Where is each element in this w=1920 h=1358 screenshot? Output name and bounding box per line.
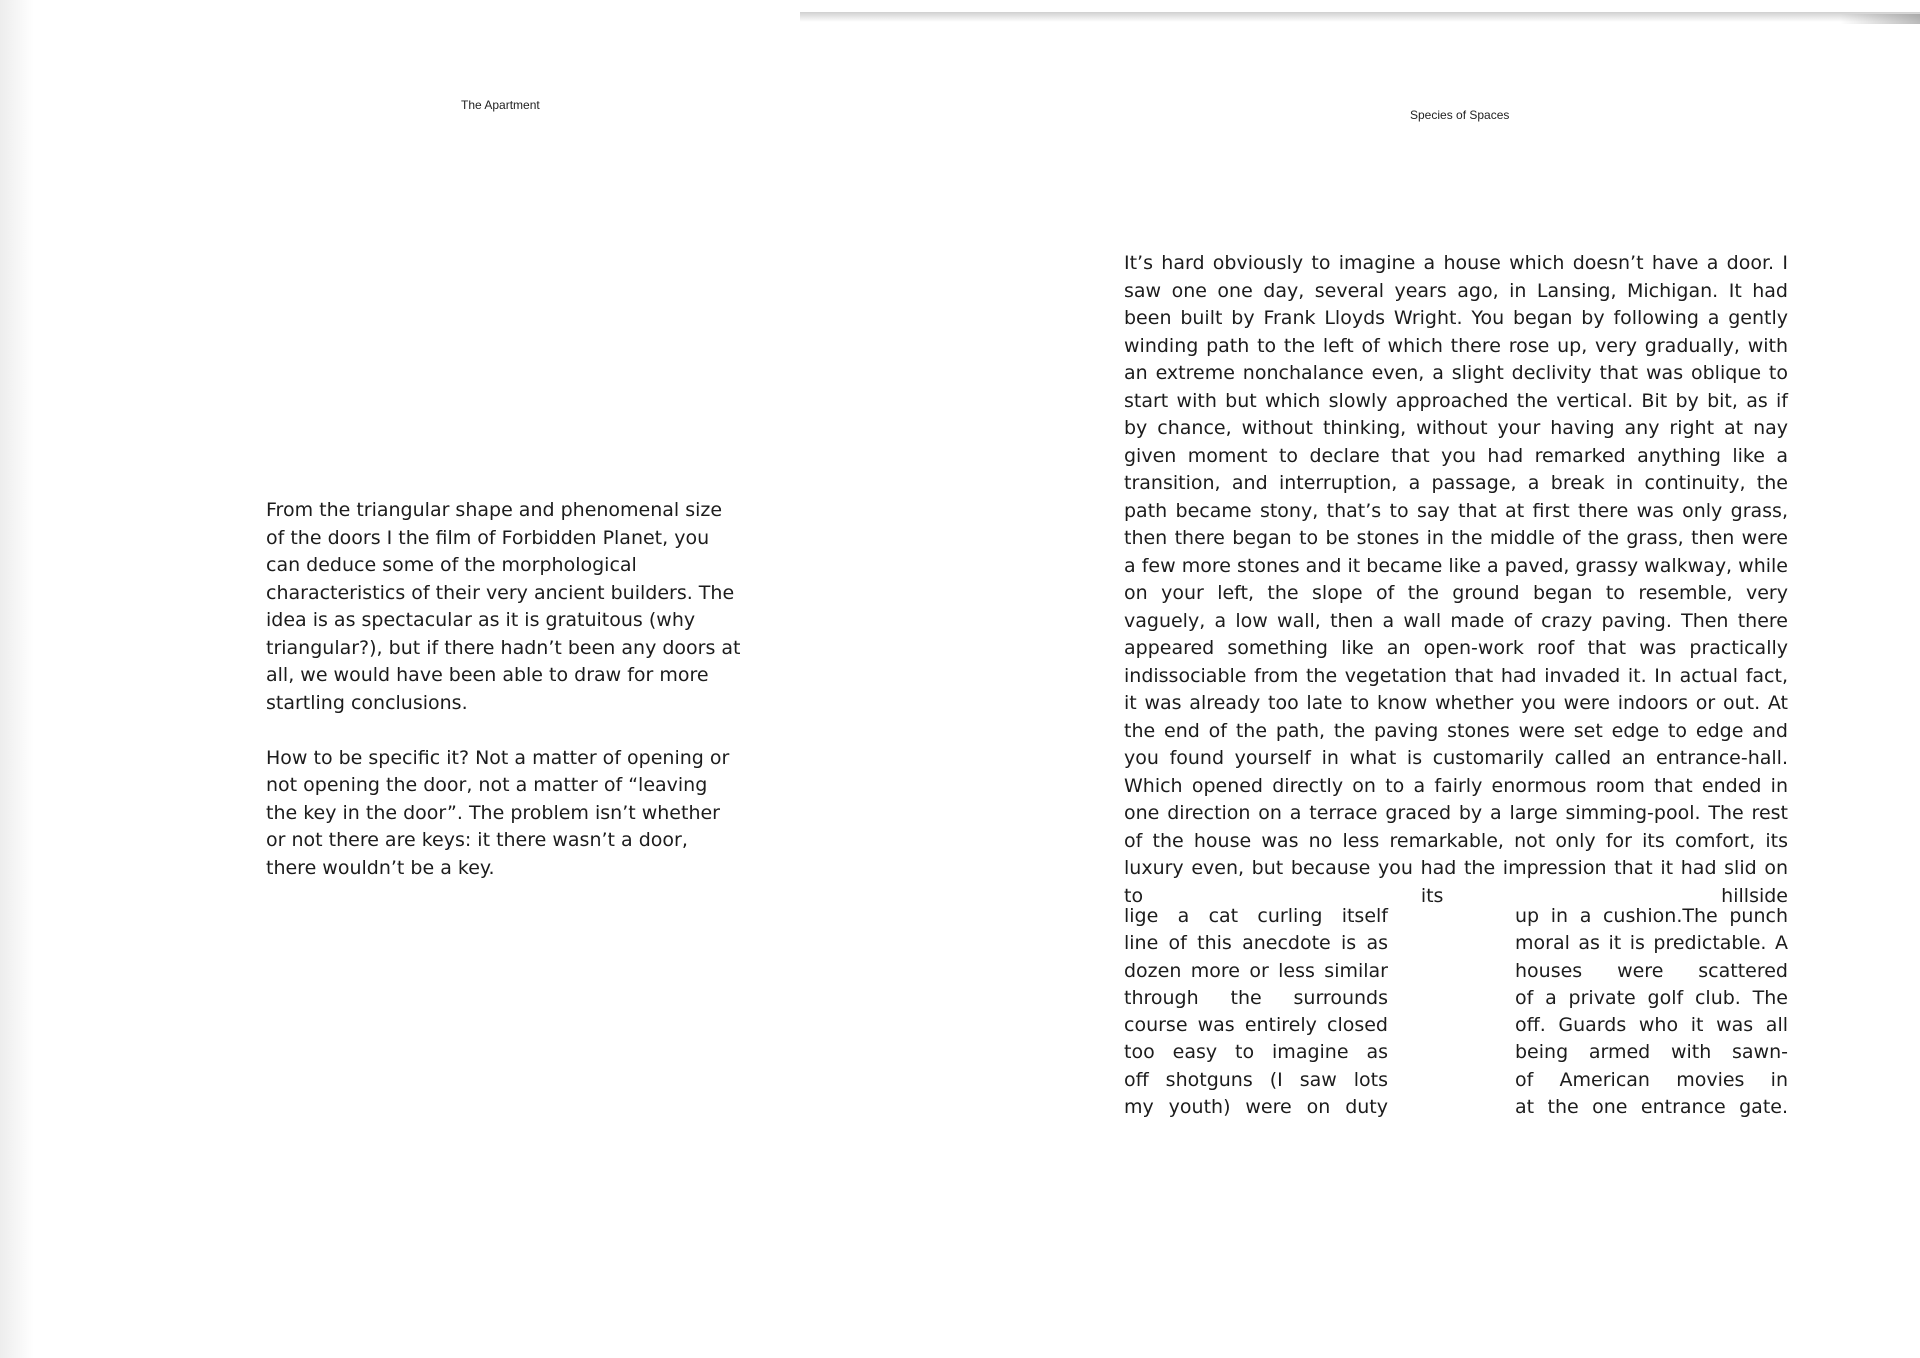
left-running-head: The Apartment: [461, 98, 540, 112]
column-line: my youth) were on duty: [1124, 1096, 1388, 1119]
right-page-column-left: [1124, 903, 1388, 1121]
page-gutter-shadow: [0, 0, 34, 1358]
scan-corner-shadow: [1840, 14, 1920, 24]
right-running-head: Species of Spaces: [1410, 108, 1510, 122]
left-paragraph-2: How to be specific it? Not a matter of opening or not opening the door, not a matter of “leaving the key in the door”. The problem isn’t whether or not there are keys: it there wasn’t a door, there wouldn’t be a key.: [266, 746, 730, 879]
column-line: course was entirely closed: [1124, 1014, 1388, 1037]
column-line: of a private golf club. The: [1515, 986, 1788, 1009]
column-line: line of this anecdote is as: [1124, 932, 1388, 955]
column-line: through the surrounds: [1124, 986, 1388, 1009]
right-page-body: [1124, 250, 1788, 910]
left-paragraph-1: From the triangular shape and phenomenal size of the doors I the film of Forbidden Planet, you can deduce some of the morphological characteristics of their very ancient builders. The idea is as spectacular as it is gratuitous (why triangular?), but if there hadn’t been any doors at all, we would have been able to draw for more startling conclusions.: [266, 499, 741, 714]
column-line: moral as it is predictable. A: [1515, 932, 1788, 955]
column-line: of American movies in: [1515, 1068, 1788, 1091]
right-page-column-right: [1515, 903, 1788, 1121]
column-line: too easy to imagine as: [1124, 1041, 1388, 1064]
column-line: dozen more or less similar: [1124, 959, 1388, 982]
scan-edge-shadow: [800, 12, 1920, 22]
column-line: lige a cat curling itself: [1124, 905, 1388, 927]
column-line: off shotguns (I saw lots: [1124, 1068, 1388, 1091]
column-line: up in a cushion.The punch: [1515, 905, 1788, 927]
column-line: houses were scattered: [1515, 959, 1788, 982]
column-line: off. Guards who it was all: [1515, 1014, 1788, 1037]
column-line: being armed with sawn-: [1515, 1041, 1788, 1064]
left-page-body: [266, 497, 742, 910]
column-line: at the one entrance gate.: [1515, 1096, 1788, 1119]
right-paragraph: It’s hard obviously to imagine a house which doesn’t have a door. I saw one one day, several years ago, in Lansing, Michigan. It had been built by Frank Lloyds Wright. You began by following a gently winding path to the left of which there rose up, very gradually, with an extreme nonchalance even, a slight declivity that was oblique to start with but which slowly approached the vertical. Bit by bit, as if by chance, without thinking, without your having any right at nay given moment to declare that you had remarked anything like a transition, and interruption, a passage, a break in continuity, the path became stony, that’s to say that at first there was only grass, then there began to be stones in the middle of the grass, then were a few more stones and it became like a paved, grassy walkway, while on your left, the slope of the ground began to resemble, very vaguely, a low wall, then a wall made of crazy paving. Then there appeared something like an open-work roof that was practically indissociable from the vegetation that had invaded it. In actual fact, it was already too late to know whether you were indoors or out. At the end of the path, the paving stones were set edge to edge and you found yourself in what is customarily called an entrance-hall. Which opened directly on to a fairly enormous room that ended in one direction on a terrace graced by a large simming-pool. The rest of the house was no less remarkable, not only for its comfort, its luxury even, but because you had the impression that it had slid on to its hillside: [1124, 252, 1788, 907]
